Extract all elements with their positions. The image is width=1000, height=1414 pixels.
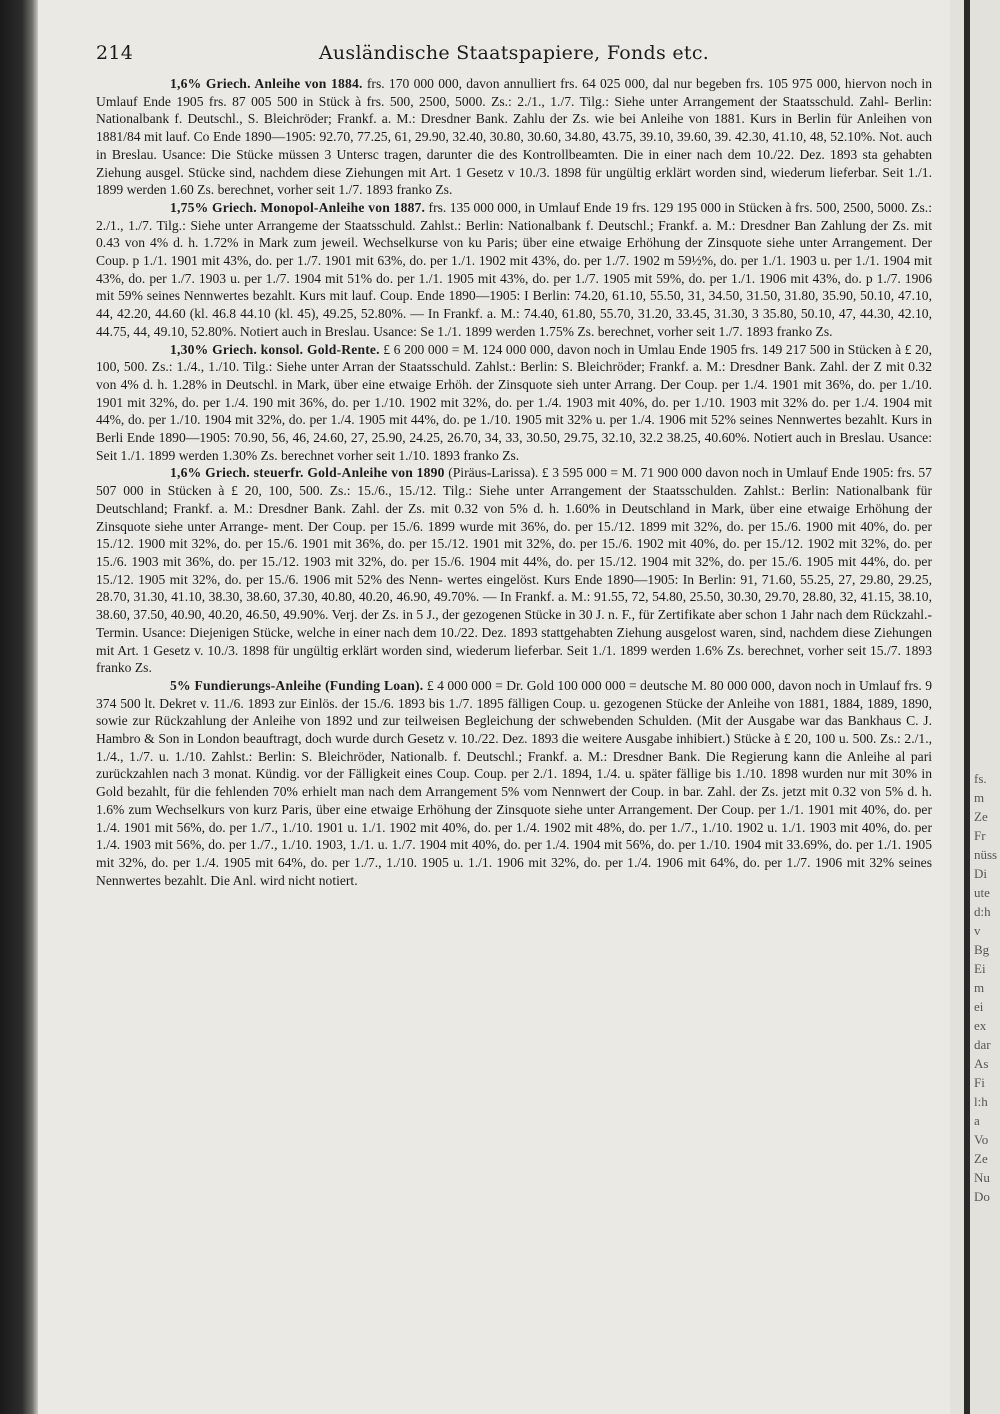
adjacent-page-fragment: Ze [974,1151,988,1166]
adjacent-page-fragment: Nu [974,1170,990,1185]
adjacent-page-fragment: nüss [974,847,998,862]
adjacent-page-fragment: ute [974,885,990,900]
adjacent-page-fragment: m [974,980,985,995]
bond-entry [96,75,932,199]
page-divider [964,0,970,1414]
page-header [96,42,932,66]
adjacent-page-fragment: m [974,790,985,805]
adjacent-page-fragment: As [974,1056,989,1071]
bond-entry-title: 5% Fundierungs-Anleihe (Funding Loan). [170,677,424,693]
adjacent-page-fragment: Fi [974,1075,985,1090]
bond-entry-title: 1,75% Griech. Monopol-Anleihe von 1887. [170,199,426,215]
adjacent-page-fragment: l:h [974,1094,988,1109]
page-body [96,75,932,889]
page-number: 214 [96,42,134,64]
adjacent-page-fragment: fs. [974,771,987,786]
adjacent-page-fragment: Di [974,866,987,881]
adjacent-page-fragment: Vo [974,1132,989,1147]
bond-entry [96,464,932,676]
bond-entry-title: 1,6% Griech. steuerfr. Gold-Anleihe von 1890 [170,465,445,481]
bond-entry [96,341,932,465]
running-head: Ausländische Staatspapiere, Fonds etc. [318,42,710,64]
adjacent-page-fragment: Fr [974,828,986,843]
adjacent-page-fragment: Ei [974,961,986,976]
bond-entry-text: frs. 135 000 000, in Umlauf Ende 19 frs. 129 195 000 in Stücken à frs. 500, 2500, 5000. Zs.: 2./1., 1./7. Tilg.: Siehe unter Arrangeme der Staatsschuld. Zahlst.: Berlin: Nationalbank f. Deutschl.; Frankf. a. M.: Dresdner Ban Zahlung der Zs. mit 0.43 von 4% d. h. 1.72% in Mark zum jeweil. Wechselkurse von ku Paris; über eine etwaige Erhöhung der Zinsquote siehe unter Arrangement. Der Coup. p 1./1. 1901 mit 43%, do. per 1./7. 1901 mit 63%, do. per 1./1. 1902 mit 43%, do. per 1./7. 1902 m 59½%, do. per 1./1. 1903 u. per 1./1. 1904 mit 43%, do. per 1./7. 1903 u. per 1./7. 1904 mit 51% do. per 1./1. 1905 mit 43%, do. per 1./7. 1905 mit 59%, do. per 1./1. 1906 mit 43%, do. p 1./7. 1906 mit 59% seines Nennwertes bezahlt. Kurs mit lauf. Coup. Ende 1890—1905: I Berlin: 74.20, 61.10, 55.50, 31, 34.50, 31.50, 31.80, 35.90, 50.10, 47.10, 44, 42.20, 44.60 (kl. 46.8 44.10 (kl. 45), 49.25, 52.80%. — In Frankf. a. M.: 74.40, 61.80, 55.70, 31.20, 33.45, 31.30, 3 35.80, 50.10, 47, 44.30, 42.10, 44.75, 44, 49.10, 52.80%. Notiert auch in Breslau. Usance: Se 1./1. 1899 werden 1.75% Zs. berechnet, vorher seit 1./7. 1893 franko Zs. [96,199,932,339]
bond-entry-text: £ 4 000 000 = Dr. Gold 100 000 000 = deutsche M. 80 000 000, davon noch in Umlauf frs. 9 374 500 lt. Dekret v. 11./6. 1893 zur Einlös. der 15./6. 1893 bis 1./7. 1895 fälligen Coup. u. gezogenen Stücke der Anleihe von 1881, 1884, 1889, 1890, sowie zur Rückzahlung der Anleihe von 1892 und zur teilweisen Begleichung der schwebenden Schulden. (Mit der Ausgabe war das Bankhaus C. J. Hambro & Son in London beauftragt, doch wurde durch Gesetz v. 10./22. Dez. 1893 die weitere Ausgabe inhibiert.) Stücke à £ 20, 100 u. 500. Zs.: 2./1., 1./4., 1./7. u. 1./10. Zahlst.: Berlin: S. Bleichröder, Nationalb. f. Deutschl.; Frankf. a. M.: Dresdner Bank. Die Regierung kann die Anleihe al pari zurückzahlen nach 3 monat. Kündig. vor der Fälligkeit eines Coup. Coup. per 2./1. 1894, 1./4. u. später fällige bis 1./10. 1898 wurden nur mit 30% in Gold bezahlt, für die fehlenden 70% erhielt man nach dem Arrangement 5% vom Nennwert der Coup. in bar. Zahl. der Zs. jetzt mit 0.32 von 5% d. h. 1.6% zum Wechselkurs von kurz Paris, über eine etwaige Erhöhung der Zinsquote siehe unter Arrangement. Der Coup. per 1./1. 1901 mit 40%, do. per 1./4. 1901 mit 56%, do. per 1./7., 1./10. 1901 u. 1./1. 1902 mit 40%, do. per 1./4. 1902 mit 48%, do. per 1./7., 1./10. 1902 u. 1./1. 1903 mit 40%, do. per 1./4. 1903 mit 56%, do. per 1./7., 1./10. 1903, 1./1. u. 1./7. 1904 mit 40%, do. per 1./4. 1904 mit 56%, do. per 1./10. 1904 mit 33.69%, do. per 1./1. 1905 mit 32%, do. per 1./4. 1905 mit 64%, do. per 1./7., 1./10. 1905 u. 1./1. 1906 mit 32%, do. per 1./4. 1906 mit 64%, do. per 1./7. 1906 mit 32% seines Nennwertes bezahlt. Die Anl. wird nicht notiert. [96,677,932,888]
adjacent-page-fragment: v [974,923,981,938]
bond-entry-title: 1,30% Griech. konsol. Gold-Rente. [170,341,380,357]
bond-entry-text: £ 6 200 000 = M. 124 000 000, davon noch in Umlau Ende 1905 frs. 149 217 500 in Stücken à £ 20, 100, 500. Zs.: 1./4., 1./10. Tilg.: Siehe unter Arran der Staatsschuld. Zahlst.: Berlin: S. Bleichröder; Frankf. a. M.: Dresdner Bank. Zahl. der Z mit 0.32 von 4% d. h. 1.28% in Deutschl. in Mark, über eine etwaige Erhöh. der Zinsquote sieh unter Arrang. Der Coup. per 1./4. 1901 mit 36%, do. per 1./10. 1901 mit 32%, do. per 1./4. 190 mit 36%, do. per 1./10. 1902 mit 32%, do. per 1./4. 1903 mit 40%, do. per 1./10. 1903 mit 32% do. per 1./4. 1904 mit 44%, do. per 1./10. 1904 mit 32%, do. per 1./4. 1905 mit 44%, do. pe 1./10. 1905 mit 32% u. per 1./4. 1906 mit 52% seines Nennwertes bezahlt. Kurs in Berli Ende 1890—1905: 70.90, 56, 46, 24.60, 27, 25.90, 24.25, 26.70, 34, 33, 30.50, 29.75, 32.10, 32.2 38.25, 40.60%. Notiert auch in Breslau. Usance: Seit 1./1. 1899 werden 1.30% Zs. berechnet vorher seit 1./10. 1893 franko Zs. [96,341,932,463]
bond-entry-text: (Piräus-Larissa). £ 3 595 000 = M. 71 900 000 davon noch in Umlauf Ende 1905: frs. 57 507 000 in Stücken à £ 20, 100, 500. Zs.: 15./6., 15./12. Tilg.: Siehe unter Arrangement der Staatsschulden. Zahlst.: Berlin: Nationalbank für Deutschland; Frankf. a. M.: Dresdner Bank. Zahl. der Zs. mit 0.32 von 5% d. h. 1.60% in Deutschland in Mark, über eine etwaige Erhöhung der Zinsquote siehe unter Arrange- ment. Der Coup. per 15./6. 1899 wurde mit 36%, do. per 15./12. 1899 mit 32%, do. per 15./6. 1900 mit 40%, do. per 15./12. 1900 mit 32%, do. per 15./6. 1901 mit 36%, do. per 15./12. 1901 mit 32%, do. per 15./6. 1902 mit 40%, do. per 15./12. 1902 mit 32%, do. per 15./6. 1903 mit 36%, do. per 15./12. 1903 mit 32%, do. per 15./6. 1904 mit 44%, do. per 15./12. 1904 mit 32%, do. per 15./6. 1905 mit 44%, do. per 15./12. 1905 mit 32%, do. per 15./6. 1906 mit 52% des Nenn- wertes eingelöst. Kurs Ende 1890—1905: In Berlin: 91, 71.60, 55.25, 27, 29.80, 29.25, 28.70, 31.30, 41.10, 38.30, 38.60, 37.30, 40.80, 40.20, 46.90, 49.70%. — In Frankf. a. M.: 91.55, 72, 54.80, 25.50, 30.30, 29.70, 28.80, 32, 41.15, 38.10, 38.60, 37.50, 40.90, 40.20, 46.50, 49.90%. Verj. der Zs. in 5 J., der gezogenen Stücke in 30 J. n. F., für Zertifikate aber schon 1 Jahr nach dem Rückzahl.-Termin. Usance: Diejenigen Stücke, welche in einer nach dem 10./22. Dez. 1893 stattgehabten Ziehung ausgelost waren, sind, nachdem diese Ziehungen mit Art. 1 Gesetz v. 10./3. 1898 für ungültig erklärt worden sind, wiederum lieferbar. Seit 1./1. 1899 werden 1.6% Zs. berechnet, vorher seit 15./7. 1893 franko Zs. [96,465,932,676]
adjacent-page-fragment: Ze [974,809,988,824]
adjacent-page-fragment: d:h [974,904,991,919]
scan-binding-edge [0,0,38,1414]
adjacent-page-fragment: Do [974,1189,990,1204]
adjacent-page-fragment: ex [974,1018,987,1033]
bond-entry [96,199,932,341]
bond-entry [96,677,932,889]
adjacent-page-fragment: a [974,1113,980,1128]
bond-entry-text: frs. 170 000 000, davon annulliert frs. 64 025 000, dal nur begeben frs. 105 975 000, hiervon noch in Umlauf Ende 1905 frs. 87 005 500 in Stück à frs. 500, 2500, 5000. Zs.: 2./1., 1./7. Tilg.: Siehe unter Arrangement der Staatsschuld. Zahl- Berlin: Nationalbank f. Deutschl., S. Bleichröder; Frankf. a. M.: Dresdner Bank. Zahlu der Zs. wie bei Anleihe von 1881. Kurs in Berlin für Anleihen von 1881/84 mit lauf. Co Ende 1890—1905: 92.70, 77.25, 61, 29.90, 32.40, 30.80, 30.60, 34.80, 43.75, 39.10, 39.60, 39. 42.30, 41.10, 48, 52.10%. Not. auch in Breslau. Usance: Die Stücke müssen 3 Untersc tragen, darunter die des Kontrollbeamten. Die in einer nach dem 10./22. Dez. 1893 sta gehabten Ziehung ausgel. Stücke sind, nachdem diese Ziehungen mit Art. 1 Gesetz v 10./3. 1898 für ungültig erklärt worden sind, wiederum lieferbar. Seit 1./1. 1899 werden 1.60 Zs. berechnet, vorher seit 1./7. 1893 franko Zs. [96,76,932,198]
adjacent-page-fragment: dar [974,1037,991,1052]
adjacent-page-strip [950,0,1000,1414]
adjacent-page-fragment: ei [974,999,984,1014]
adjacent-page-fragment: Bg [974,942,990,957]
bond-entry-title: 1,6% Griech. Anleihe von 1884. [170,76,363,91]
